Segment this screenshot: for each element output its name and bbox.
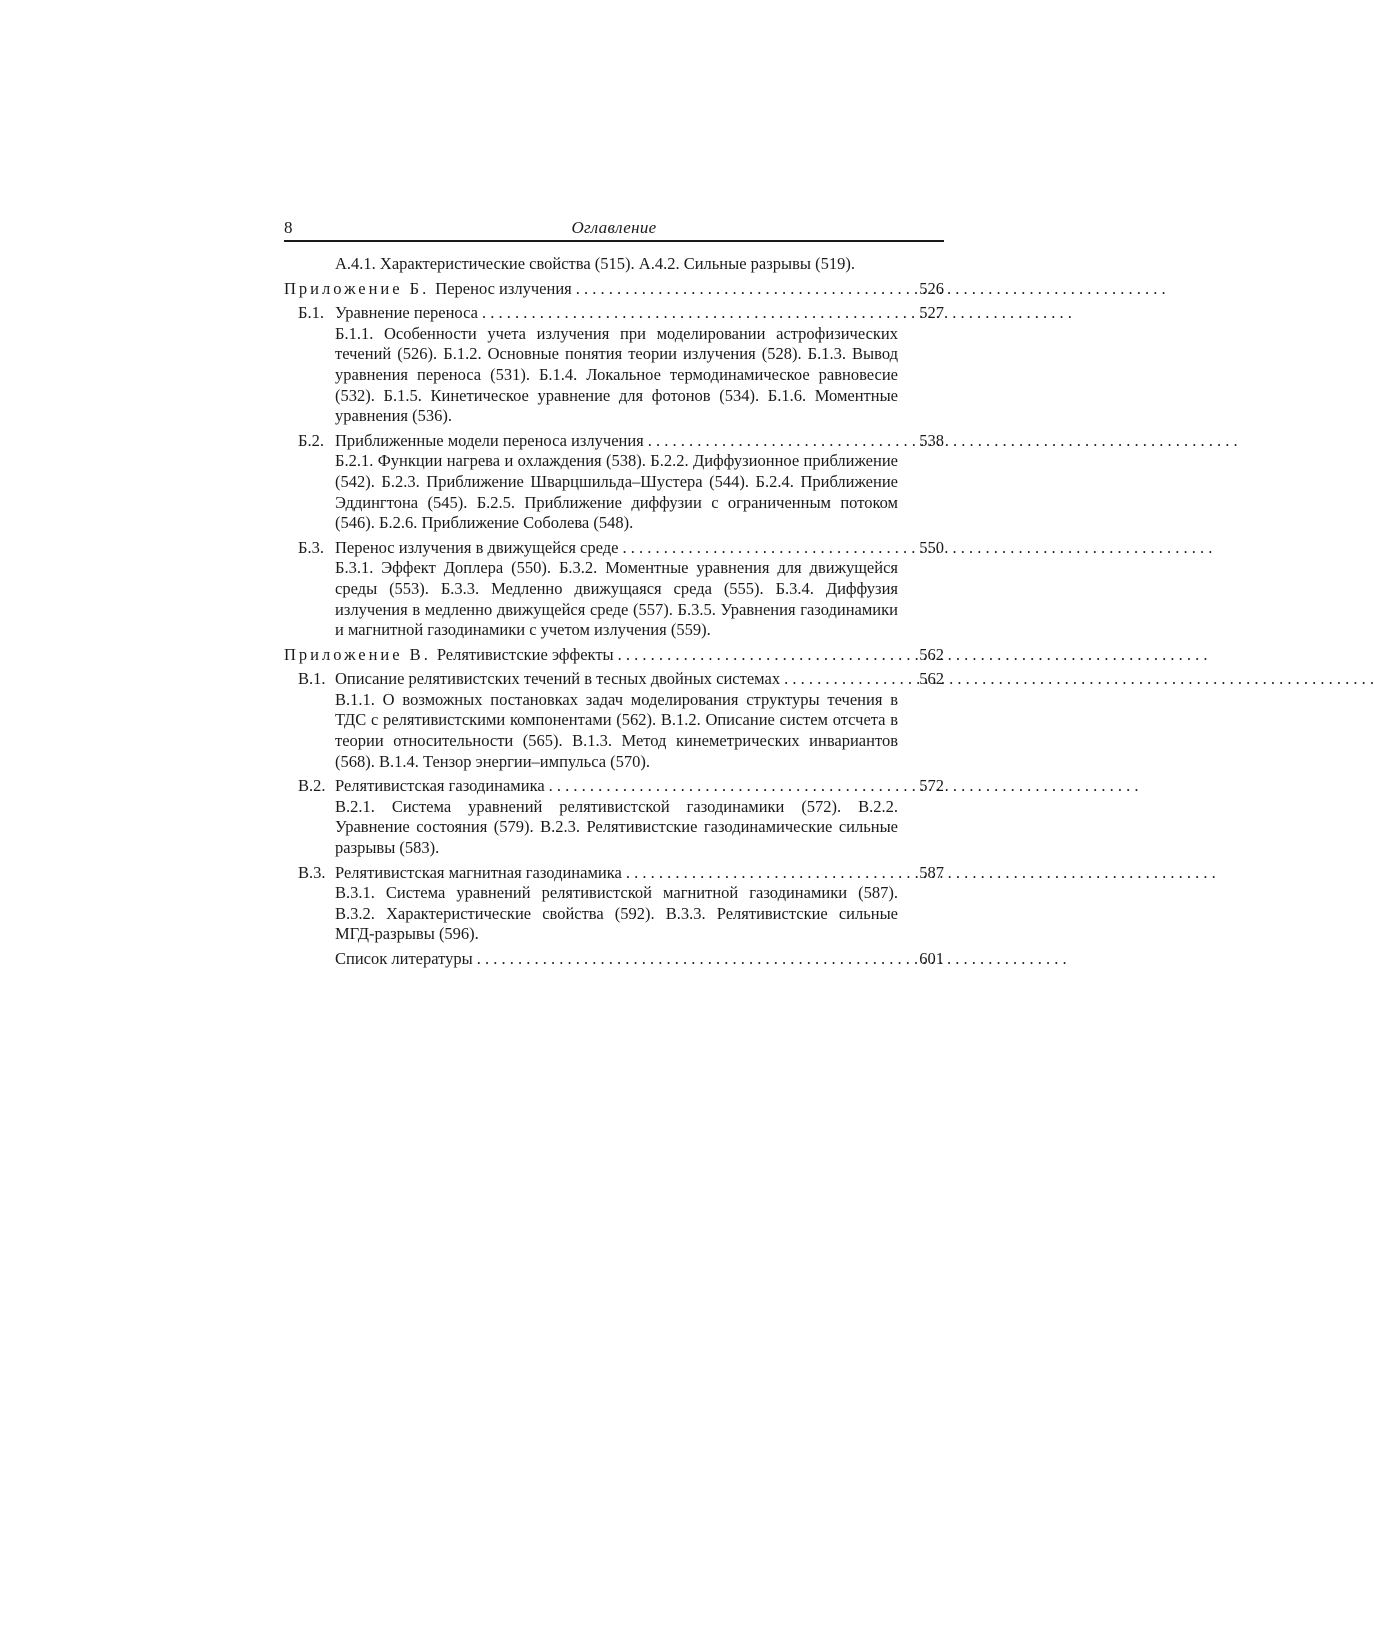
toc-section-v3[interactable] [284,863,944,945]
section-number: В.1. [298,669,326,689]
dot-leader [648,431,898,452]
toc-section-v2[interactable] [284,776,944,858]
toc-appendix-v[interactable] [284,645,944,666]
appendix-b-heading [284,279,576,300]
toc-page-number: 601 [919,949,944,968]
dot-leader [482,303,898,324]
toc-continuation [284,254,944,275]
toc-subsections: Б.3.1. Эффект Доплера (550). Б.3.2. Моментные уравнения для движущейся среды (553). Б.3.3. Медленно движущаяся среда (555). Б.3.4. Диффузия излучения в медленно движущейся среде (557). Б.3.5. Уравнения газодинамики и магнитной газодинамики с учетом излучения (559). [335,558,898,640]
section-title: Уравнение переноса [335,303,482,324]
toc-page-number: 526 [919,278,944,298]
appendix-v-title: Релятивистские эффекты [436,644,614,664]
toc-page-number: 572 [919,776,944,796]
toc-page-number: 538 [919,430,944,450]
section-number: В.2. [298,776,326,796]
section-number: В.3. [298,862,326,882]
dot-leader [622,538,898,559]
appendix-v-label: Приложение В. [284,644,431,664]
toc-page-number: 550 [919,537,944,557]
dot-leader [618,645,898,666]
dot-leader [626,863,898,884]
section-title: Релятивистская газодинамика [335,776,549,797]
running-head-title: Оглавление [571,218,657,237]
dot-leader [549,776,898,797]
section-number: Б.1. [298,303,324,323]
toc-subsections: В.1.1. О возможных постановках задач моделирования структуры течения в ТДС с релятивистскими компонентами (562). В.1.2. Описание систем отсчета в теории относительности (565). В.1.3. Метод кинеметрических инвариантов (568). В.1.4. Тензор энергии–импульса (570). [335,689,898,771]
section-title: Перенос излучения в движущейся среде [335,538,622,559]
toc-subsections: В.3.1. Система уравнений релятивистской магнитной газодинамики (587). В.3.2. Характеристические свойства (592). В.3.3. Релятивистские сильные МГД-разрывы (596). [335,883,898,944]
page-number: 8 [284,218,293,237]
appendix-v-heading [284,645,618,666]
section-number: Б.2. [298,430,324,450]
section-number: Б.3. [298,537,324,557]
dot-leader [477,949,898,970]
toc-bibliography[interactable] [284,949,944,970]
dot-leader [576,279,898,300]
toc-section-b1[interactable] [284,303,944,427]
toc-subsections: Б.1.1. Особенности учета излучения при моделировании астрофизических течений (526). Б.1.2. Основные понятия теории излучения (528). Б.1.3. Вывод уравнения переноса (531). Б.1.4. Локальное термодинамическое равновесие (532). Б.1.5. Кинетическое уравнение для фотонов (534). Б.1.6. Моментные уравнения (536). [335,323,898,426]
appendix-b-label: Приложение Б. [284,278,430,298]
dot-leader [784,669,898,690]
running-head [284,216,944,242]
section-title: Релятивистская магнитная газодинамика [335,863,626,884]
toc-page-number: 527 [919,303,944,323]
toc-section-b3[interactable] [284,538,944,641]
toc-section-v1[interactable] [284,669,944,772]
bibliography-title: Список литературы [335,949,477,970]
toc-subsections: Б.2.1. Функции нагрева и охлаждения (538). Б.2.2. Диффузионное приближение (542). Б.2.3. Приближение Шварцшильда–Шустера (544). Б.2.4. Приближение Эддингтона (545). Б.2.5. Приближение диффузии с ограниченным потоком (546). Б.2.6. Приближение Соболева (548). [335,451,898,533]
toc-subsections: А.4.1. Характеристические свойства (515). А.4.2. Сильные разрывы (519). [335,254,855,273]
toc-page-number: 562 [919,644,944,664]
document-page [284,216,944,974]
toc-section-b2[interactable] [284,431,944,534]
section-title: Приближенные модели переноса излучения [335,431,648,452]
toc-appendix-b[interactable] [284,279,944,300]
toc-page-number: 562 [919,669,944,689]
toc-subsections: В.2.1. Система уравнений релятивистской газодинамики (572). В.2.2. Уравнение состояния (579). В.2.3. Релятивистские газодинамические сильные разрывы (583). [335,796,898,858]
toc-page-number: 587 [919,862,944,882]
table-of-contents [284,254,944,970]
appendix-b-title: Перенос излучения [435,278,572,298]
section-title: Описание релятивистских течений в тесных двойных системах [335,669,784,690]
